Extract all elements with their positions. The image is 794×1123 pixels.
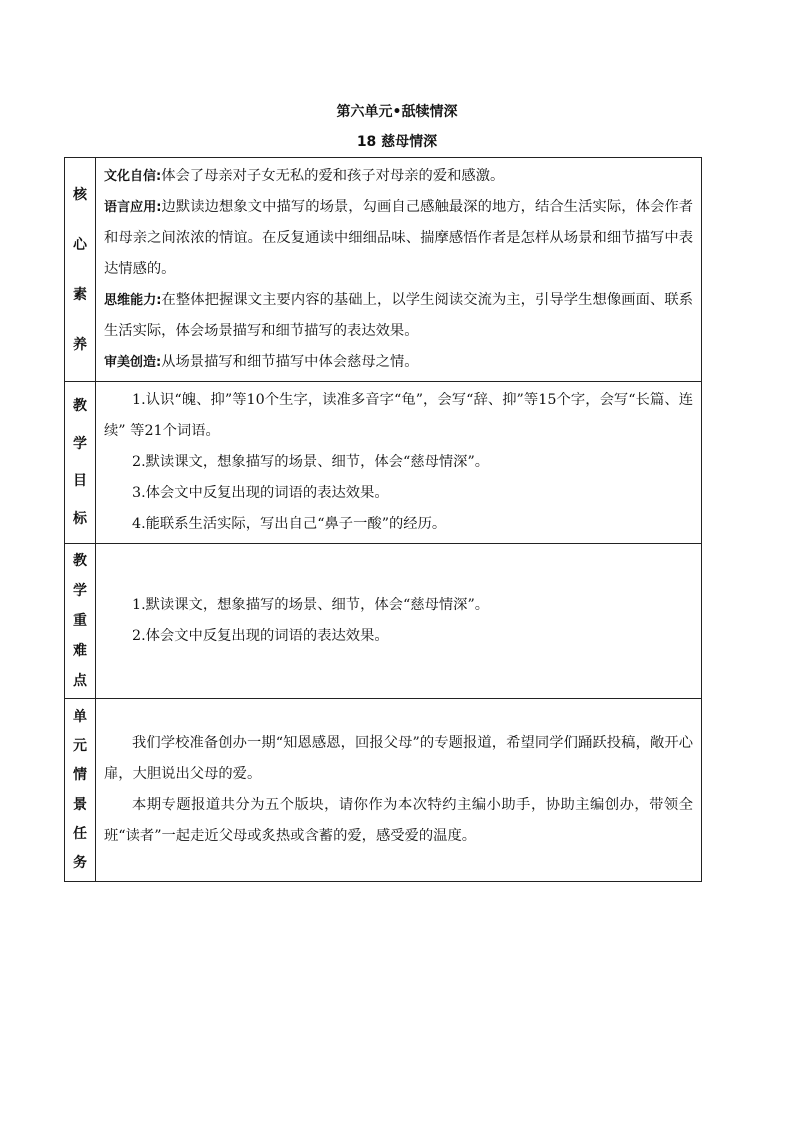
task-label-char: 景: [73, 796, 87, 813]
core-item-aesthetic: [104, 347, 693, 378]
key-points-row: [65, 544, 702, 699]
lesson-title: 18 慈母情深: [356, 134, 438, 150]
goal-item: 3.体会文中反复出现的词语的表达效果。: [132, 485, 389, 501]
key-label-char: 学: [73, 583, 87, 599]
core-label-char: 心: [73, 236, 87, 253]
core-item-lead: 文化自信:: [104, 169, 162, 184]
unit-title: 第六单元•舐犊情深: [336, 104, 458, 120]
core-label-char: 养: [73, 336, 87, 353]
core-item-text: 边默读边想象文中描写的场景，勾画自己感触最深的地方，结合生活实际，体会作者和母亲之间浓浓的情谊。在反复通读中细细品味、揣摩感悟作者是怎样从场景和细节描写中表达情感的。: [104, 199, 694, 277]
core-literacy-row: [65, 158, 702, 382]
task-label-char: 务: [73, 855, 87, 872]
goals-label-char: 目: [73, 473, 87, 490]
key-label-char: 教: [73, 553, 87, 569]
lesson-plan-table: [64, 157, 702, 882]
task-label-char: 情: [73, 767, 87, 784]
core-item-culture: [104, 161, 693, 192]
key-point-item: 2.体会文中反复出现的词语的表达效果。: [132, 628, 389, 644]
key-label-char: 点: [73, 673, 87, 689]
core-item-lead: 审美创造:: [104, 355, 162, 370]
core-label-char: 核: [73, 186, 87, 203]
goal-item: 4.能联系生活实际，写出自己“鼻子一酸”的经历。: [132, 516, 447, 532]
teaching-goals-label: [65, 388, 95, 538]
core-literacy-label: [65, 170, 95, 370]
teaching-goals-content: [96, 382, 702, 544]
key-label-char: 难: [73, 643, 87, 659]
core-item-thinking: [104, 285, 693, 347]
goals-label-char: 标: [73, 510, 87, 527]
teaching-goals-label-cell: [65, 382, 96, 544]
core-item-text: 从场景描写和细节描写中体会慈母之情。: [161, 354, 419, 370]
key-points-content: [96, 544, 702, 699]
task-label-char: 单: [73, 708, 87, 725]
core-item-text: 体会了母亲对子女无私的爱和孩子对母亲的爱和感激。: [161, 168, 505, 184]
key-points-label: [65, 546, 95, 696]
core-item-lead: 语言应用:: [104, 200, 162, 215]
key-points-label-cell: [65, 544, 96, 699]
task-label-char: 元: [73, 737, 87, 754]
goals-label-char: 学: [73, 435, 87, 452]
goal-item: 1.认识“魄、抑”等10个生字，读准多音字“龟”，会写“辞、抑”等15个字，会写“长篇、连续” 等21个词语。: [104, 392, 693, 439]
task-label-char: 任: [73, 825, 87, 842]
unit-task-content: [96, 699, 702, 882]
task-paragraph: 本期专题报道共分为五个版块，请你作为本次特约主编小助手，协助主编创办，带领全班“读者”一起走近父母或炙热或含蓄的爱，感受爱的温度。: [104, 797, 693, 844]
key-label-char: 重: [73, 613, 87, 629]
goal-item: 2.默读课文，想象描写的场景、细节，体会“慈母情深”。: [132, 454, 490, 470]
key-point-item: 1.默读课文，想象描写的场景、细节，体会“慈母情深”。: [132, 597, 490, 613]
core-item-text: 在整体把握课文主要内容的基础上，以学生阅读交流为主，引导学生想像画面、联系生活实际，体会场景描写和细节描写的表达效果。: [104, 292, 694, 339]
core-item-language: [104, 192, 693, 285]
goals-label-char: 教: [73, 398, 87, 415]
core-item-lead: 思维能力:: [104, 293, 162, 308]
core-literacy-content: [96, 158, 702, 382]
core-label-char: 素: [73, 286, 87, 303]
task-paragraph: 我们学校准备创办一期“知恩感恩，回报父母”的专题报道，希望同学们踊跃投稿，敞开心扉，大胆说出父母的爱。: [104, 735, 693, 782]
unit-task-row: [65, 699, 702, 882]
unit-task-label-cell: [65, 699, 96, 882]
teaching-goals-row: [65, 382, 702, 544]
core-literacy-label-cell: [65, 158, 96, 382]
unit-task-label: [65, 702, 95, 878]
